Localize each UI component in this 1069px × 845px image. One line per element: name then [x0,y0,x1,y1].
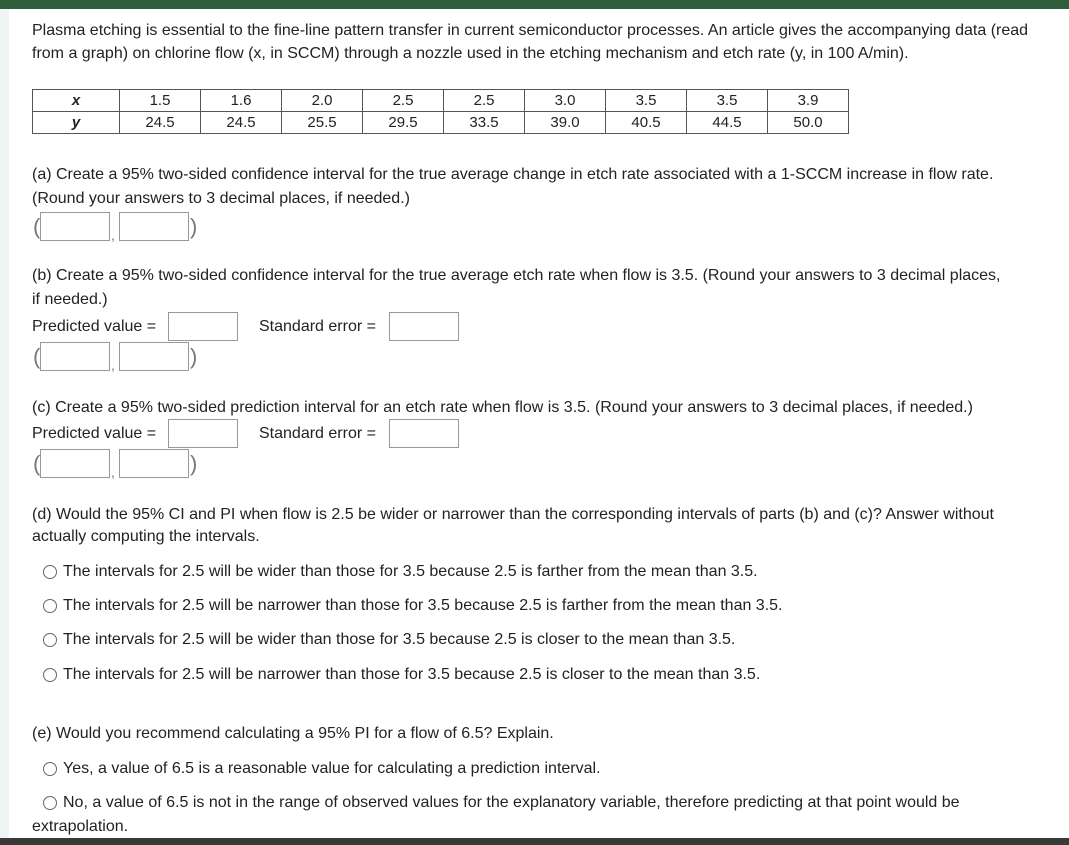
part-e-option-yes[interactable]: Yes, a value of 6.5 is a reasonable value for calculating a prediction interval. [63,760,601,777]
x-cell: 3.0 [525,90,606,112]
y-cell: 50.0 [768,112,849,134]
part-c-question: (c) Create a 95% two-sided prediction interval for an etch rate when flow is 3.5. (Round your answers to 3 decimal places, if needed.) [32,399,973,416]
open-paren: ( [33,214,41,239]
close-paren: ) [190,344,198,369]
radio-button[interactable] [43,599,57,613]
intro-paragraph: Plasma etching is essential to the fine-line pattern transfer in current semiconductor processes. An article gives the accompanying data (read from a graph) on chlorine flow (x, in SCCM) through a nozzle used in the etching mechanism and etch rate (y, in 100 A/min). [32,22,1029,62]
close-paren: ) [190,451,198,476]
y-cell: 40.5 [606,112,687,134]
data-table [32,89,849,134]
x-cell: 2.5 [363,90,444,112]
part-b-predicted-label: Predicted value = [32,318,157,335]
part-d-option-3[interactable]: The intervals for 2.5 will be wider than those for 3.5 because 2.5 is closer to the mean than 3.5. [63,631,736,648]
radio-button[interactable] [43,796,57,810]
part-b-upper-input[interactable] [119,342,189,371]
y-cell: 44.5 [687,112,768,134]
close-paren: ) [190,214,198,239]
part-e-option-no-continued: extrapolation. [32,818,129,835]
top-accent-bar [0,0,1069,9]
y-cell: 29.5 [363,112,444,134]
bottom-bar [0,838,1069,845]
y-header: y [33,112,120,134]
open-paren: ( [33,451,41,476]
radio-button[interactable] [43,762,57,776]
part-c-upper-input[interactable] [119,449,189,478]
radio-button[interactable] [43,565,57,579]
comma: , [111,464,115,480]
y-cell: 33.5 [444,112,525,134]
x-cell: 1.6 [201,90,282,112]
x-cell: 3.9 [768,90,849,112]
table-row-y [33,112,849,134]
part-c-lower-input[interactable] [40,449,110,478]
part-a-question: (a) Create a 95% two-sided confidence interval for the true average change in etch rate associated with a 1-SCCM increase in flow rate. [32,166,994,183]
part-b-predicted-input[interactable] [168,312,238,341]
x-cell: 2.0 [282,90,363,112]
y-cell: 39.0 [525,112,606,134]
part-c-predicted-label: Predicted value = [32,425,157,442]
x-cell: 1.5 [120,90,201,112]
y-cell: 25.5 [282,112,363,134]
table-row-x [33,90,849,112]
part-b-lower-input[interactable] [40,342,110,371]
part-d-option-4[interactable]: The intervals for 2.5 will be narrower than those for 3.5 because 2.5 is closer to the mean than 3.5. [63,666,761,683]
part-b-se-input[interactable] [389,312,459,341]
x-header: x [33,90,120,112]
x-cell: 3.5 [606,90,687,112]
part-d-question: (d) Would the 95% CI and PI when flow is 2.5 be wider or narrower than the corresponding intervals of parts (b) and (c)? Answer without [32,506,994,523]
part-a-upper-input[interactable] [119,212,189,241]
part-b-question: (b) Create a 95% two-sided confidence interval for the true average etch rate when flow is 3.5. (Round your answers to 3 decimal places, [32,267,1001,284]
part-d-option-1[interactable]: The intervals for 2.5 will be wider than those for 3.5 because 2.5 is farther from the mean than 3.5. [63,563,758,580]
part-e-option-no[interactable]: No, a value of 6.5 is not in the range of observed values for the explanatory variable, therefore predicting at that point would be [63,794,960,811]
part-e-question: (e) Would you recommend calculating a 95% PI for a flow of 6.5? Explain. [32,725,554,742]
radio-button[interactable] [43,668,57,682]
y-cell: 24.5 [120,112,201,134]
question-panel [9,9,1069,838]
part-b-se-label: Standard error = [259,318,376,335]
comma: , [111,357,115,373]
part-c-se-input[interactable] [389,419,459,448]
part-c-se-label: Standard error = [259,425,376,442]
part-a-instruction: (Round your answers to 3 decimal places, if needed.) [32,190,410,207]
comma: , [111,227,115,243]
x-cell: 2.5 [444,90,525,112]
part-d-instruction: actually computing the intervals. [32,528,260,545]
part-a-lower-input[interactable] [40,212,110,241]
open-paren: ( [33,344,41,369]
part-d-option-2[interactable]: The intervals for 2.5 will be narrower than those for 3.5 because 2.5 is farther from the mean than 3.5. [63,597,783,614]
x-cell: 3.5 [687,90,768,112]
y-cell: 24.5 [201,112,282,134]
part-c-predicted-input[interactable] [168,419,238,448]
radio-button[interactable] [43,633,57,647]
part-b-instruction: if needed.) [32,291,108,308]
